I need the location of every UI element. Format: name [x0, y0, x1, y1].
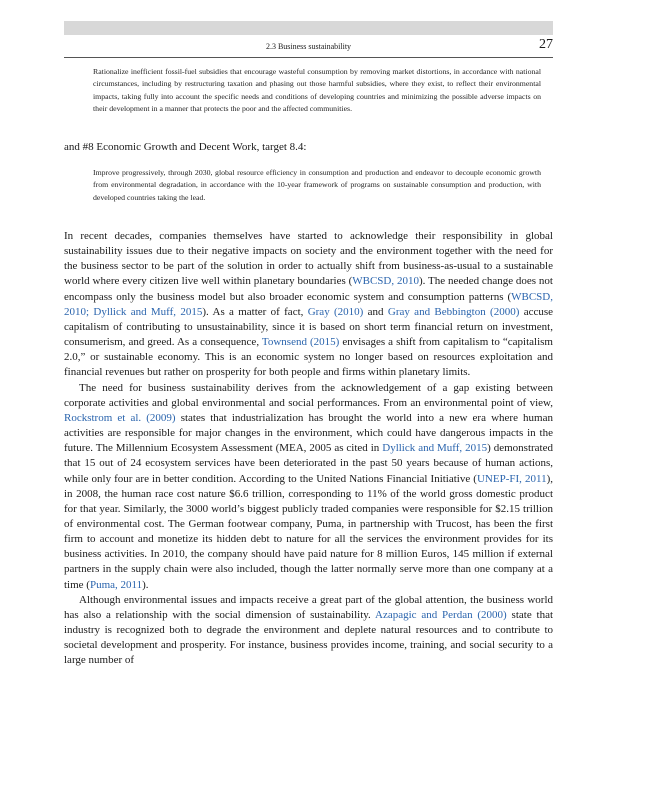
running-header: [64, 37, 553, 58]
page-number: 27: [539, 37, 553, 52]
citation-link[interactable]: Townsend (2015): [261, 336, 340, 349]
quote-block-1: Rationalize inefficient fossil-fuel subsidies that encourage wasteful consumption by removing market distortions, in accordance with national circumstances, including by restructuring taxation and phasing out those harmful subsidies, where they exist, to reflect their environmental impacts, taking fully into account the specific needs and conditions of developing countries and minimizing the possible adverse impacts on their development in a manner that protects the poor and the affected communities.: [93, 67, 541, 114]
paragraph-3: Although environmental issues and impacts receive a great part of the global attention, the business world has also a relationship with the social dimension of sustainability. Azapagic and Perdan (2000) state that industry is recognized both to degrade the environment and deplete natural resources and to contribute to societal development and prosperity. For instance, business provides income, training, and social security to a large number of: [64, 593, 554, 667]
paragraph-1: In recent decades, companies themselves have started to acknowledge their responsibility in global sustainability issues due to their negative impacts on society and the environment together with the need for the business sector to be part of the solution in order to actually shift from business-as-usual to a sustainable world where every citizen live well within planetary boundaries (WBCSD, 2010). The needed change does not encompass only the business model but also broader economic system and consumption patterns (WBCSD, 2010; Dyllick and Muff, 2015). As a matter of fact, Gray (2010) and Gray and Bebbington (2000) accuse capitalism of contributing to unsustainability, since it is based on short term financial return on investment, consumerism, and greed. As a consequence, Townsend (2015) envisages a shift from capitalism to “capitalism 2.0,” or sustainable economy. This is an economic system no longer based on resources exploitation and financial revenues but rather on prosperity for both people and firms within planetary limits.: [64, 230, 554, 379]
citation-link[interactable]: WBCSD, 2010; Dyllick and Muff, 2015: [64, 290, 553, 318]
citation-link[interactable]: Rockstrom et al. (2009): [64, 411, 176, 424]
body-text: [64, 229, 553, 669]
citation-link[interactable]: Puma, 2011: [89, 578, 143, 591]
quote-block-2: Improve progressively, through 2030, global resource efficiency in consumption and production and endeavor to decouple economic growth from environmental degradation, in accordance with the 10-year framework of programs on sustainable consumption and production, with developed countries taking the lead.: [93, 168, 541, 202]
citation-link[interactable]: Azapagic and Perdan (2000): [375, 608, 507, 621]
citation-link[interactable]: Gray (2010): [307, 305, 364, 318]
citation-link[interactable]: UNEP-FI, 2011: [476, 472, 547, 485]
section-title: 2.3 Business sustainability: [265, 42, 352, 51]
paragraph-2: The need for business sustainability derives from the acknowledgement of a gap existing between corporate activities and global environmental and social performances. From an environmental point of view, Rockstrom et al. (2009) states that industrialization has brought the world into a new era where human activities are responsible for major changes in the environment, which could have dangerous impacts in the future. The Millennium Ecosystem Assessment (MEA, 2005 as cited in Dyllick and Muff, 2015) demonstrated that 15 out of 24 ecosystem services have been deteriorated in the past 50 years because of human actions, while only four are in better condition. According to the United Nations Financial Initiative (UNEP-FI, 2011), in 2008, the human race cost nature $6.6 trillion, corresponding to 11% of the world gross domestic product for that year. Similarly, the 3000 world’s biggest publicly traded companies were responsible for $2.15 trillion of environmental cost. The German footwear company, Puma, in partnership with Trucost, has been the first firm to account and monetize its hidden debt to nature for all the services the environment provides for its business activities. In 2010, the company should have paid nature for 8 million Euros, 145 million if external partners in the supply chain were also included, though the latter normally serve more than one company at a time (Puma, 2011).: [64, 381, 553, 591]
lead-line: and #8 Economic Growth and Decent Work, target 8.4:: [64, 141, 307, 153]
citation-link[interactable]: Dyllick and Muff, 2015: [382, 442, 488, 455]
citation-link[interactable]: WBCSD, 2010: [352, 275, 419, 288]
top-grey-bar: [64, 21, 553, 35]
citation-link[interactable]: Gray and Bebbington (2000): [387, 305, 520, 318]
